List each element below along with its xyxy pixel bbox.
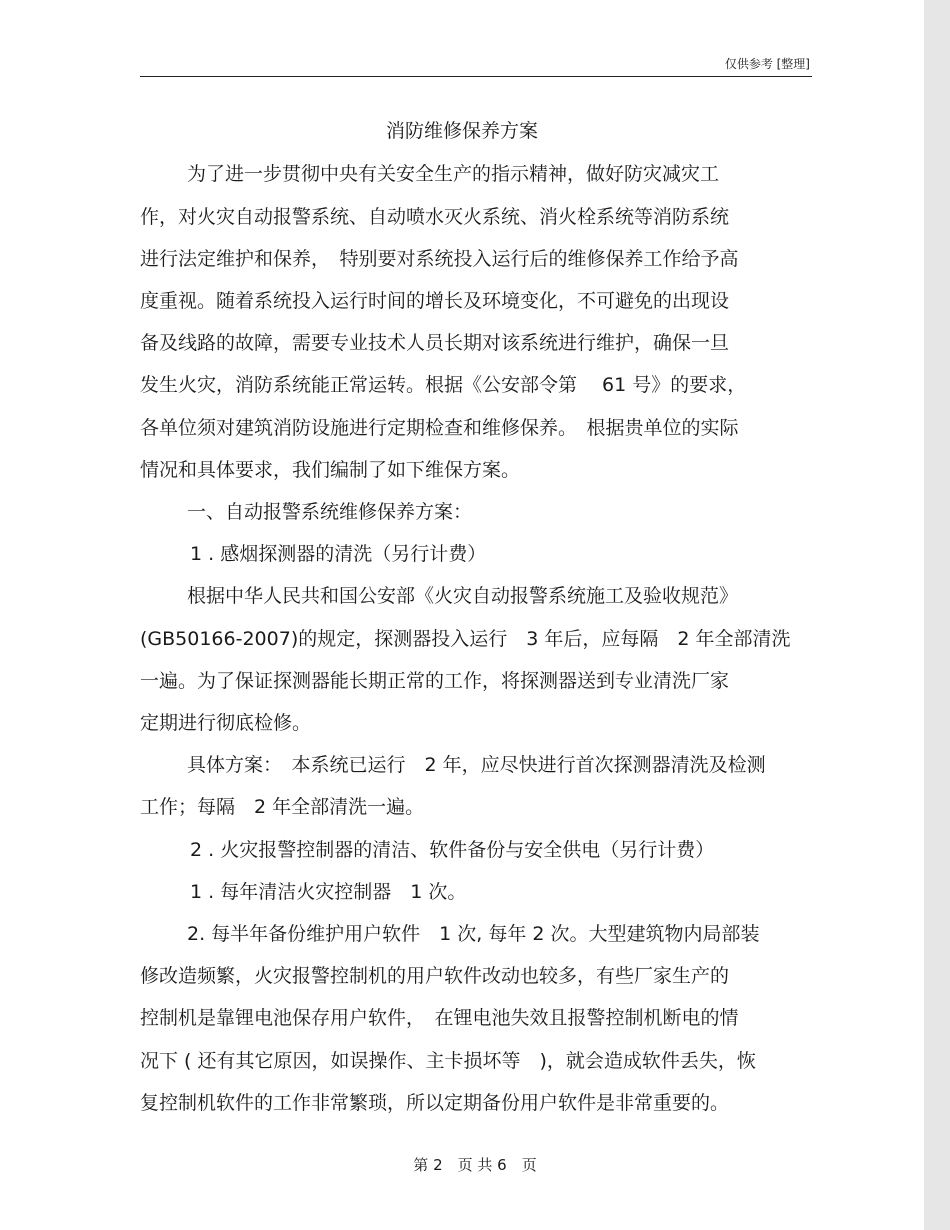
document-title: 消防维修保养方案 — [385, 120, 538, 142]
body-line: 一遍。为了保证探测器能长期正常的工作，将探测器送到专业清洗厂家 — [140, 670, 730, 692]
body-line: 作，对火灾自动报警系统、自动喷水灭火系统、消火栓系统等消防系统 — [140, 206, 730, 228]
body-line: 2. 每半年备份维护用户软件 1 次, 每年 2 次。大型建筑物内局部装 — [187, 923, 760, 945]
body-line: 情况和具体要求，我们编制了如下维保方案。 — [140, 459, 521, 481]
body-line: 备及线路的故障，需要专业技术人员长期对该系统进行维护，确保一旦 — [140, 332, 730, 354]
body-line: 发生火灾，消防系统能正常运转。根据《公安部令第 61 号》的要求， — [140, 374, 747, 396]
body-line: 定期进行彻底检修。 — [140, 712, 312, 734]
header-note: 仅供参考 [整理] — [724, 57, 810, 71]
body-line: 控制机是靠锂电池保存用户软件， 在锂电池失效且报警控制机断电的情 — [140, 1007, 739, 1029]
subsection-heading: 1 . 感烟探测器的清洗（另行计费） — [190, 543, 487, 565]
subsection-heading: 2 . 火灾报警控制器的清洁、软件备份与安全供电（另行计费） — [190, 839, 715, 861]
body-line: 况下 ( 还有其它原因，如误操作、主卡损坏等 )，就会造成软件丢失，恢 — [140, 1050, 756, 1072]
body-line: 各单位须对建筑消防设施进行定期检查和维修保养。 根据贵单位的实际 — [140, 417, 739, 439]
body-line: (GB50166-2007)的规定，探测器投入运行 3 年后，应每隔 2 年全部清洗 — [140, 628, 791, 650]
body-line: 工作；每隔 2 年全部清洗一遍。 — [140, 796, 425, 818]
body-line: 根据中华人民共和国公安部《火灾自动报警系统施工及验收规范》 — [187, 585, 739, 607]
page-number: 第 2 页 共 6 页 — [413, 1156, 537, 1174]
section-heading: 一、自动报警系统维修保养方案： — [187, 501, 473, 523]
body-line: 进行法定维护和保养， 特别要对系统投入运行后的维修保养工作给予高 — [140, 248, 739, 270]
body-line: 度重视。随着系统投入运行时间的增长及环境变化，不可避免的出现设 — [140, 290, 730, 312]
body-line: 具体方案： 本系统已运行 2 年，应尽快进行首次探测器清洗及检测 — [187, 754, 766, 776]
body-line: 复控制机软件的工作非常繁琐，所以定期备份用户软件是非常重要的。 — [140, 1092, 730, 1114]
body-line: 修改造频繁，火灾报警控制机的用户软件改动也较多，有些厂家生产的 — [140, 965, 730, 987]
body-line: 为了进一步贯彻中央有关安全生产的指示精神，做好防灾减灾工 — [187, 163, 720, 185]
body-line: 1 . 每年清洁火灾控制器 1 次。 — [190, 881, 467, 903]
header-divider — [140, 76, 812, 77]
